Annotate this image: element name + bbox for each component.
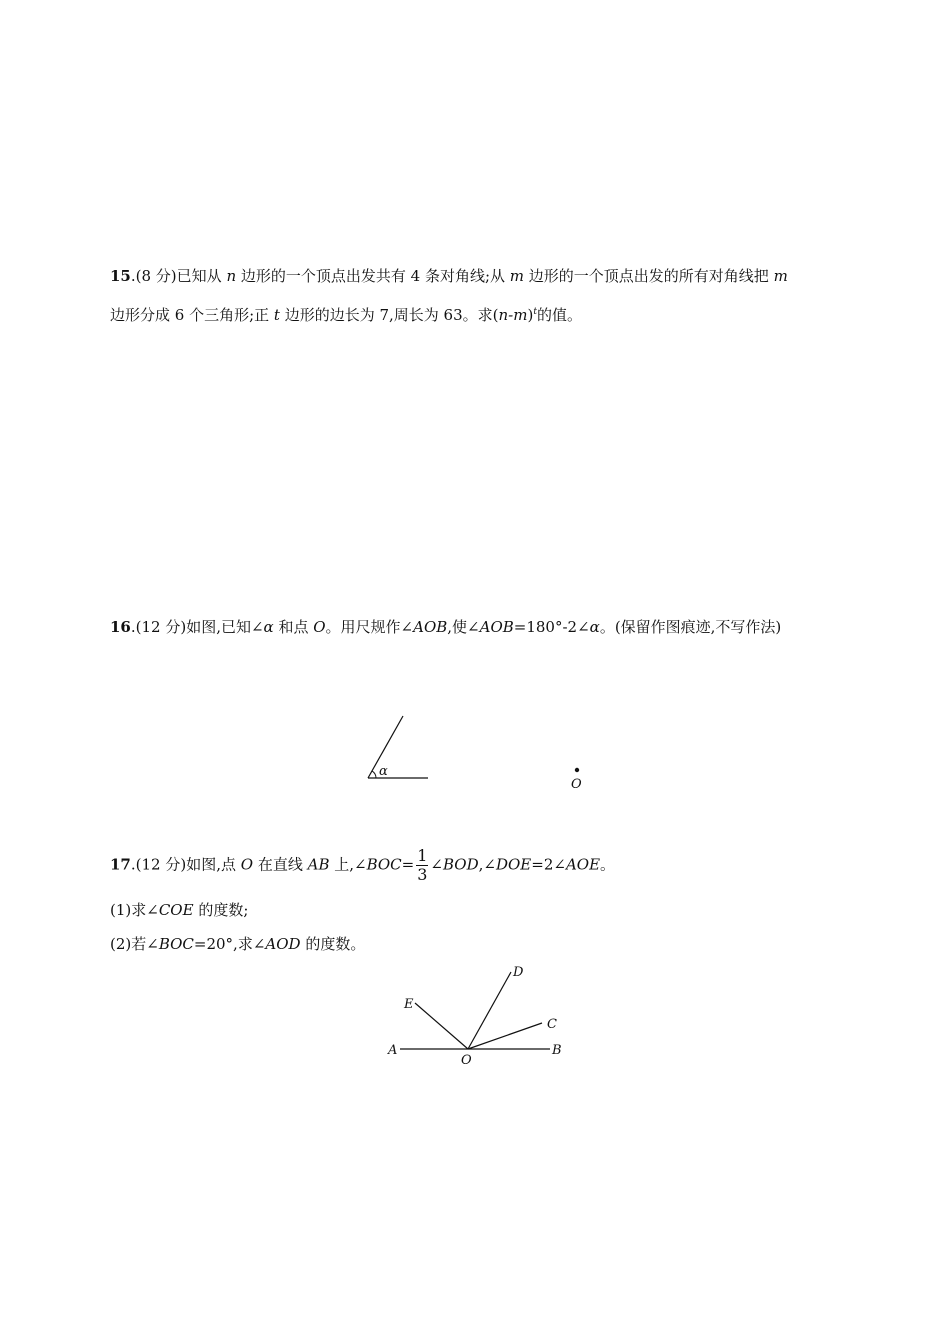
- line-ab: AB: [307, 855, 330, 874]
- question-points: .(12 分): [130, 855, 187, 874]
- variable-m: m: [509, 267, 525, 285]
- question-number: 17: [110, 855, 131, 874]
- question-text: ): [527, 306, 534, 324]
- question-15-line-2: [110, 305, 582, 325]
- fraction-numerator: 1: [417, 846, 428, 865]
- sub-question-text: =20°,求∠: [193, 935, 266, 953]
- question-text: ∠: [430, 855, 443, 874]
- angle-aob: AOB: [413, 618, 448, 636]
- expression-n-minus-m: n-m: [498, 306, 528, 324]
- sub-question-text: (1)求∠: [110, 901, 159, 919]
- question-text: 已知从: [176, 267, 227, 285]
- point-o: O: [240, 855, 254, 874]
- question-17-part-2: [110, 934, 365, 954]
- fraction-denominator: 3: [417, 865, 428, 884]
- angle-label-alpha: α: [379, 764, 388, 779]
- question-text: 。用尺规作∠: [325, 618, 414, 636]
- label-o: O: [461, 1053, 472, 1068]
- variable-t: t: [273, 306, 280, 324]
- question-text: 边形分成 6 个三角形;正: [110, 306, 274, 324]
- symbol-alpha: α: [589, 618, 600, 636]
- label-a: A: [388, 1043, 398, 1058]
- sub-question-text: 的度数;: [193, 901, 249, 919]
- question-17: [110, 847, 615, 884]
- angle-boc: BOC: [366, 855, 402, 874]
- exponent-t: t: [533, 307, 537, 317]
- point-o-label: O: [571, 777, 582, 792]
- figure-angle-alpha: [360, 710, 600, 800]
- question-text: =2∠: [531, 855, 566, 874]
- angle-aob: AOB: [479, 618, 514, 636]
- ray-od: [468, 972, 511, 1049]
- question-text: 如图,已知∠: [186, 618, 264, 636]
- question-points: .(8 分): [130, 267, 177, 285]
- label-b: B: [552, 1043, 562, 1058]
- angle-bod: BOD: [443, 855, 479, 874]
- question-text: 边形的一个顶点出发共有 4 条对角线;从: [236, 267, 510, 285]
- question-15: [110, 266, 788, 286]
- question-number: 15: [110, 267, 131, 285]
- sub-question-text: (2)若∠: [110, 935, 159, 953]
- label-d: D: [513, 965, 524, 980]
- angle-doe: DOE: [495, 855, 532, 874]
- point-o-dot: [575, 768, 579, 772]
- angle-arc: [372, 771, 376, 778]
- angle-aoe: AOE: [565, 855, 601, 874]
- label-c: C: [547, 1017, 557, 1032]
- ray-oc: [468, 1023, 542, 1049]
- question-17-part-1: [110, 900, 248, 920]
- fraction-one-third: [416, 847, 428, 884]
- question-text: 在直线: [253, 855, 308, 874]
- angle-aod: AOD: [265, 935, 301, 953]
- angle-boc: BOC: [158, 935, 194, 953]
- point-o: O: [313, 618, 326, 636]
- question-text: 如图,点: [186, 855, 241, 874]
- question-text: =180°-2∠: [513, 618, 590, 636]
- symbol-alpha: α: [263, 618, 274, 636]
- figure-rays-from-o: [380, 960, 580, 1070]
- question-text: 和点: [273, 618, 314, 636]
- question-text: 上,∠: [329, 855, 367, 874]
- question-text: ,使∠: [447, 618, 480, 636]
- sub-question-text: 的度数。: [300, 935, 366, 953]
- question-text: 。: [600, 855, 616, 874]
- question-number: 16: [110, 618, 131, 636]
- ray-oe: [415, 1003, 468, 1049]
- question-points: .(12 分): [130, 618, 187, 636]
- question-text: =: [401, 855, 415, 874]
- question-text: 的值。: [536, 306, 582, 324]
- question-text: ,∠: [478, 855, 496, 874]
- angle-coe: COE: [158, 901, 194, 919]
- question-text: 边形的一个顶点出发的所有对角线把: [524, 267, 774, 285]
- question-text: 边形的边长为 7,周长为 63。求(: [279, 306, 499, 324]
- label-e: E: [404, 997, 414, 1012]
- question-16: [110, 617, 781, 637]
- question-text: 。(保留作图痕迹,不写作法): [599, 618, 782, 636]
- variable-n: n: [226, 267, 237, 285]
- variable-m: m: [773, 267, 788, 285]
